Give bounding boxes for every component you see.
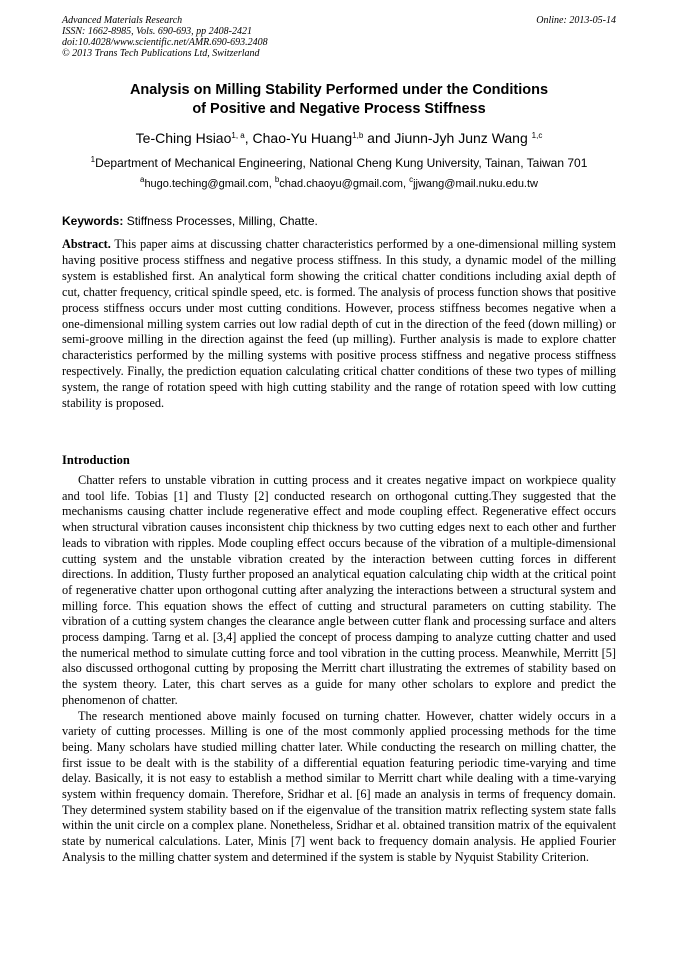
issn-line: ISSN: 1662-8985, Vols. 690-693, pp 2408-2421 xyxy=(62,26,252,37)
abstract xyxy=(62,237,616,412)
introduction-body xyxy=(62,473,616,866)
keywords xyxy=(62,214,616,229)
title-line-2: of Positive and Negative Process Stiffness xyxy=(192,101,486,117)
affiliation xyxy=(62,155,616,171)
abstract-label: Abstract. xyxy=(62,237,111,251)
email-address: chad.chaoyu@gmail.com, xyxy=(279,178,410,190)
email-address: jjwang@mail.nuku.edu.tw xyxy=(413,178,538,190)
author-name: Chao-Yu Huang xyxy=(252,130,353,146)
email-superscript: c xyxy=(409,175,414,184)
paragraph: The research mentioned above mainly focused on turning chatter. However, chatter widely occurs in a variety of cutting processes. Milling is one of the most commonly applied processing methods for the time being. Many scholars have studied milling chatter later. While conducting the research on milling chatter, the first issue to be dealt with is the stability of a differential equation featuring periodic time-varying and time delay. Basically, it is not easy to establish a method similar to Merritt chart while dealing with a time-varying system within frequency domain. Therefore, Sridhar et al. [6] made an analysis in terms of frequency domain. They determined system stability based on if the eigenvalue of the transition matrix reflecting system state falls within the unit circle on a complex plane. Nonetheless, Sridhar et al. obtained transition matrix of the equivalent state by numerical calculations. Later, Minis [7] went back to frequency domain analysis. He applied Fourier Analysis to the milling chatter system and determined if the system is stable by Nyquist Stability Criterion. xyxy=(62,708,616,864)
author-superscript: 1, a xyxy=(231,131,245,140)
paper-title xyxy=(62,81,616,119)
author-name: Jiunn-Jyh Junz Wang xyxy=(394,130,528,146)
copyright-line: © 2013 Trans Tech Publications Ltd, Switzerland xyxy=(62,48,260,59)
author-separator: and xyxy=(363,130,395,146)
author-emails xyxy=(62,177,616,192)
section-heading-introduction: Introduction xyxy=(62,453,130,467)
author-name: Te-Ching Hsiao xyxy=(135,130,232,146)
author-superscript: 1,c xyxy=(531,131,543,140)
doi-line: doi:10.4028/www.scientific.net/AMR.690-693.2408 xyxy=(62,37,268,48)
affiliation-superscript: 1 xyxy=(90,155,96,164)
author-list xyxy=(62,129,616,147)
keywords-text: Stiffness Processes, Milling, Chatte. xyxy=(123,214,318,228)
title-line-1: Analysis on Milling Stability Performed under the Conditions xyxy=(129,82,549,98)
author-separator: , xyxy=(244,130,253,146)
email-superscript: b xyxy=(274,175,280,184)
journal-header xyxy=(62,15,616,59)
paragraph: Chatter refers to unstable vibration in cutting process and it creates negative impact on workpiece quality and tool life. Tobias [1] and Tlusty [2] conducted research on orthogonal cutting.They suggested that the mechanisms causing chatter include regenerative effect and mode coupling effect. Regenerative effect occurs when structural vibration causes inconsistent chip thickness by two cutting edges next to each other and further leads to vibration with ripples. Mode coupling effect occurs because of the vibration of a multiple-dimensional cutting system and the unstable vibration created by the interaction between cutting forces in different directions. In addition, Tlusty further proposed an analytical equation calculating chip width at the critical point of regenerative chatter upon orthogonal cutting after analyzing the interactions between a structural system and milling force. This equation shows the effect of cutting and structural parameters on cutting stability. The vibration of a cutting system changes the clearance angle between cutter flank and processing surface and alters process damping. Tarng et al. [3,4] applied the concept of process damping to analyze cutting chatter and used the numerical method to simulate cutting force and tool vibration in the cutting process. Meanwhile, Merritt [5] also discussed orthogonal cutting by proposing the Merritt chart illustrating the extremes of stability based on the system theory. Later, this chart serves as a guide for many other scholars to explore and predict the phenomenon of chatter. xyxy=(62,473,616,707)
author-superscript: 1,b xyxy=(352,131,364,140)
online-date: Online: 2013-05-14 xyxy=(536,15,616,26)
keywords-label: Keywords: xyxy=(62,214,124,228)
abstract-text: This paper aims at discussing chatter characteristics performed by a one-dimensional milling system having positive process stiffness and negative process stiffness. In this study, a dynamic model of the milling system is established first. An analytical form showing the critical chatter conditions including axial depth of cut, chatter frequency, critical spindle speed, etc. is formed. The analysis of process function shows that positive process stiffness occurs under most cutting conditions. However, process stiffness becomes negative when a one-dimensional milling system carries out low radial depth of cut in the direction of the feed (down milling) or semi-groove milling in the direction against the feed (up milling). Further analysis is made to explore chatter characteristics performed by the milling systems with positive process stiffness and negative process stiffness respectively. Finally, the prediction equation calculating critical chatter conditions of these two types of milling system, the range of rotation speed with high cutting stability and the range of rotation speed with low cutting stability is proposed. xyxy=(62,237,616,411)
affiliation-text: Department of Mechanical Engineering, National Cheng Kung University, Tainan, Taiwan 701 xyxy=(95,156,588,170)
journal-name: Advanced Materials Research xyxy=(62,15,183,26)
email-address: hugo.teching@gmail.com, xyxy=(144,178,275,190)
email-superscript: a xyxy=(139,175,145,184)
